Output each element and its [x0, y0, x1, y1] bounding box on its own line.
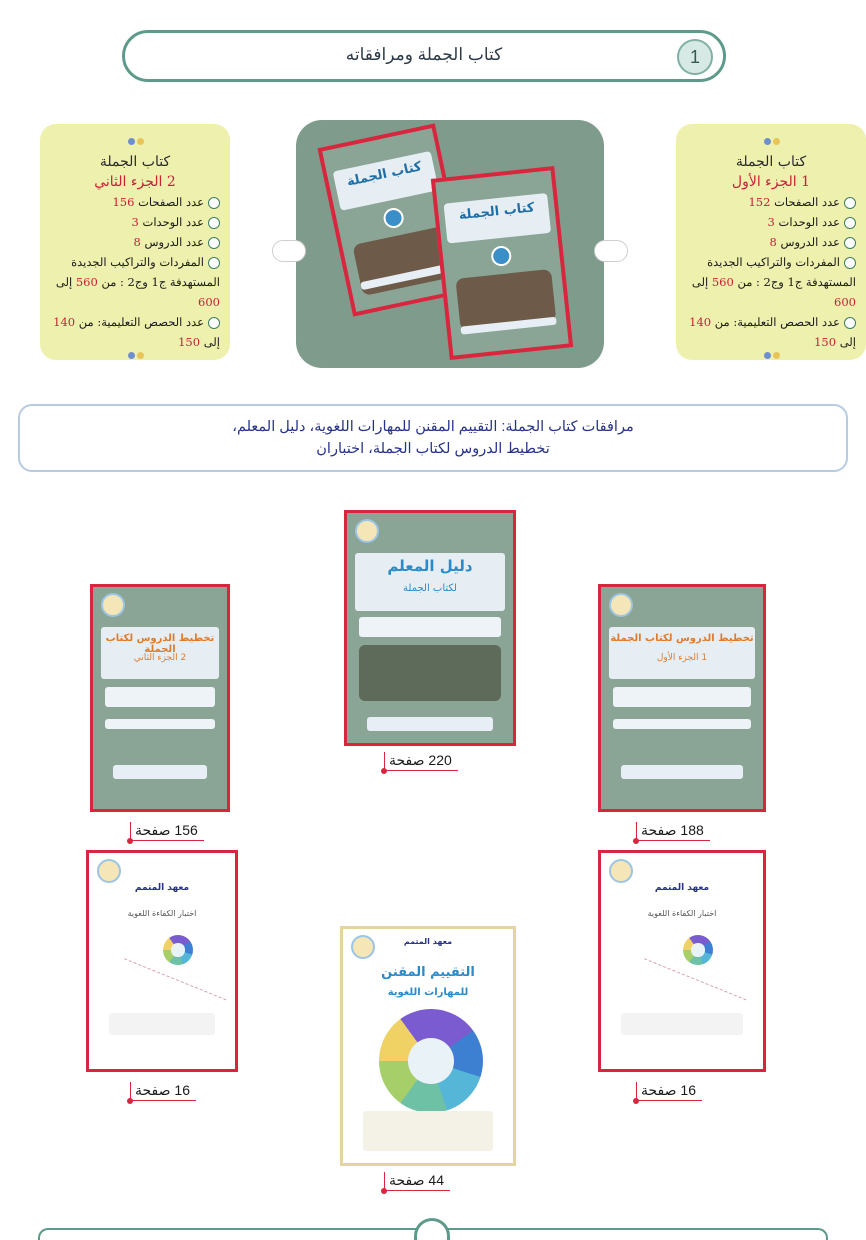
companions-banner: [18, 404, 848, 472]
pointer-hand-icon: [594, 240, 628, 262]
stat-lessons: عدد الدروس 8: [50, 232, 220, 252]
logo: [355, 519, 379, 543]
stat-vocab-range: المستهدفة ج1 وج2 : من 560 إلى 600: [691, 275, 856, 309]
banner-line2: تخطيط الدروس لكتاب الجملة، اختباران: [316, 441, 550, 457]
cover-proficiency-test-part1: [598, 850, 766, 1072]
cover-teacher-guide: [344, 510, 516, 746]
cover-subtitle: اختبار الكفاءة اللغوية: [127, 909, 197, 918]
cover-subtitle: اختبار الكفاءة اللغوية: [647, 909, 717, 918]
cover-title: معهد المتمم: [654, 883, 710, 893]
decor-dots: [761, 130, 781, 140]
cover-title: كتاب الجملة: [458, 200, 536, 224]
card-subtitle: 2 الجزء الثاني: [94, 174, 176, 190]
cover-footer: [367, 717, 493, 731]
cover-icons-row: [613, 719, 751, 729]
cover-info-row: [105, 687, 215, 707]
page-count-tag: 44 صفحة: [384, 1172, 450, 1191]
page-count-tag: 188 صفحة: [636, 822, 710, 841]
stat-lessons: عدد الدروس 8: [686, 232, 856, 252]
cover-footer: [113, 765, 207, 779]
cover-notes: [363, 1111, 493, 1151]
stat-pages: عدد الصفحات 156: [50, 192, 220, 212]
cover-proficiency-test-part2: [86, 850, 238, 1072]
stat-vocab: المفردات والتراكيب الجديدة: [686, 252, 856, 272]
cover-title: تخطيط الدروس لكتاب الجملة: [610, 633, 754, 644]
cover-notes: [109, 1013, 215, 1035]
section-title: كتاب الجملة ومرافقاته: [345, 45, 503, 64]
spiral-graphic: [683, 935, 713, 965]
cover-title: دليل المعلم: [387, 557, 473, 575]
stat-hours: عدد الحصص التعليمية: من 140: [50, 312, 220, 332]
section-header: [122, 30, 726, 82]
logo: [609, 593, 633, 617]
card-stats-list: [686, 192, 856, 352]
stat-hours-range: إلى 150: [178, 335, 220, 349]
cover-subtitle: 1 الجزء الأول: [656, 653, 708, 663]
section-number: 1: [677, 39, 713, 75]
level-badge: [490, 245, 512, 267]
decor-dots: [125, 344, 145, 354]
cover-title-small: معهد المتمم: [403, 937, 453, 946]
pointer-hand-icon: [272, 240, 306, 262]
cover-title: تخطيط الدروس لكتاب الجملة: [105, 633, 215, 655]
stat-hours-range: إلى 150: [814, 335, 856, 349]
stat-vocab: المفردات والتراكيب الجديدة: [50, 252, 220, 272]
cover-photo: [359, 645, 501, 701]
logo: [97, 859, 121, 883]
logo: [609, 859, 633, 883]
card-subtitle: 1 الجزء الأول: [731, 174, 811, 190]
cover-title: معهد المتمم: [134, 883, 190, 893]
book-part2-card: [40, 124, 230, 360]
decor-dots: [761, 344, 781, 354]
page-count-tag: 156 صفحة: [130, 822, 204, 841]
cover-lesson-plan-part2: [90, 584, 230, 812]
cover-footer: [621, 765, 743, 779]
card-title: كتاب الجملة: [735, 154, 807, 170]
card-title: كتاب الجملة: [99, 154, 171, 170]
spiral-graphic: [163, 935, 193, 965]
cover-info-row: [613, 687, 751, 707]
level-badge: [382, 206, 406, 230]
book-cover-part1: [431, 166, 573, 360]
cover-info-row: [359, 617, 501, 637]
book-part1-card: [676, 124, 866, 360]
cover-subtitle: لكتاب الجملة: [403, 583, 457, 594]
page-count-tag: 220 صفحة: [384, 752, 458, 771]
cover-icons-row: [105, 719, 215, 729]
cover-subtitle: 2 الجزء الثاني: [133, 653, 187, 663]
logo: [101, 593, 125, 617]
stat-units: عدد الوحدات 3: [686, 212, 856, 232]
banner-line1: مرافقات كتاب الجملة: التقييم المقنن للمهارات اللغوية، دليل المعلم،: [232, 419, 634, 435]
cover-title: كتاب الجملة: [345, 159, 424, 190]
decor-dots: [125, 130, 145, 140]
page-count-tag: 16 صفحة: [130, 1082, 196, 1101]
cover-subtitle: للمهارات اللغوية: [387, 987, 469, 998]
stat-vocab-range: المستهدفة ج1 وج2 : من 560 إلى 600: [55, 275, 220, 309]
next-section-number: [414, 1218, 450, 1240]
cover-standardized-assessment: [340, 926, 516, 1166]
card-stats-list: [50, 192, 220, 352]
stat-pages: عدد الصفحات 152: [686, 192, 856, 212]
cover-lesson-plan-part1: [598, 584, 766, 812]
cover-notes: [621, 1013, 743, 1035]
stat-units: عدد الوحدات 3: [50, 212, 220, 232]
cover-title: التقييم المقنن: [381, 965, 475, 980]
page-count-tag: 16 صفحة: [636, 1082, 702, 1101]
spiral-graphic: [379, 1009, 483, 1113]
stat-hours: عدد الحصص التعليمية: من 140: [686, 312, 856, 332]
